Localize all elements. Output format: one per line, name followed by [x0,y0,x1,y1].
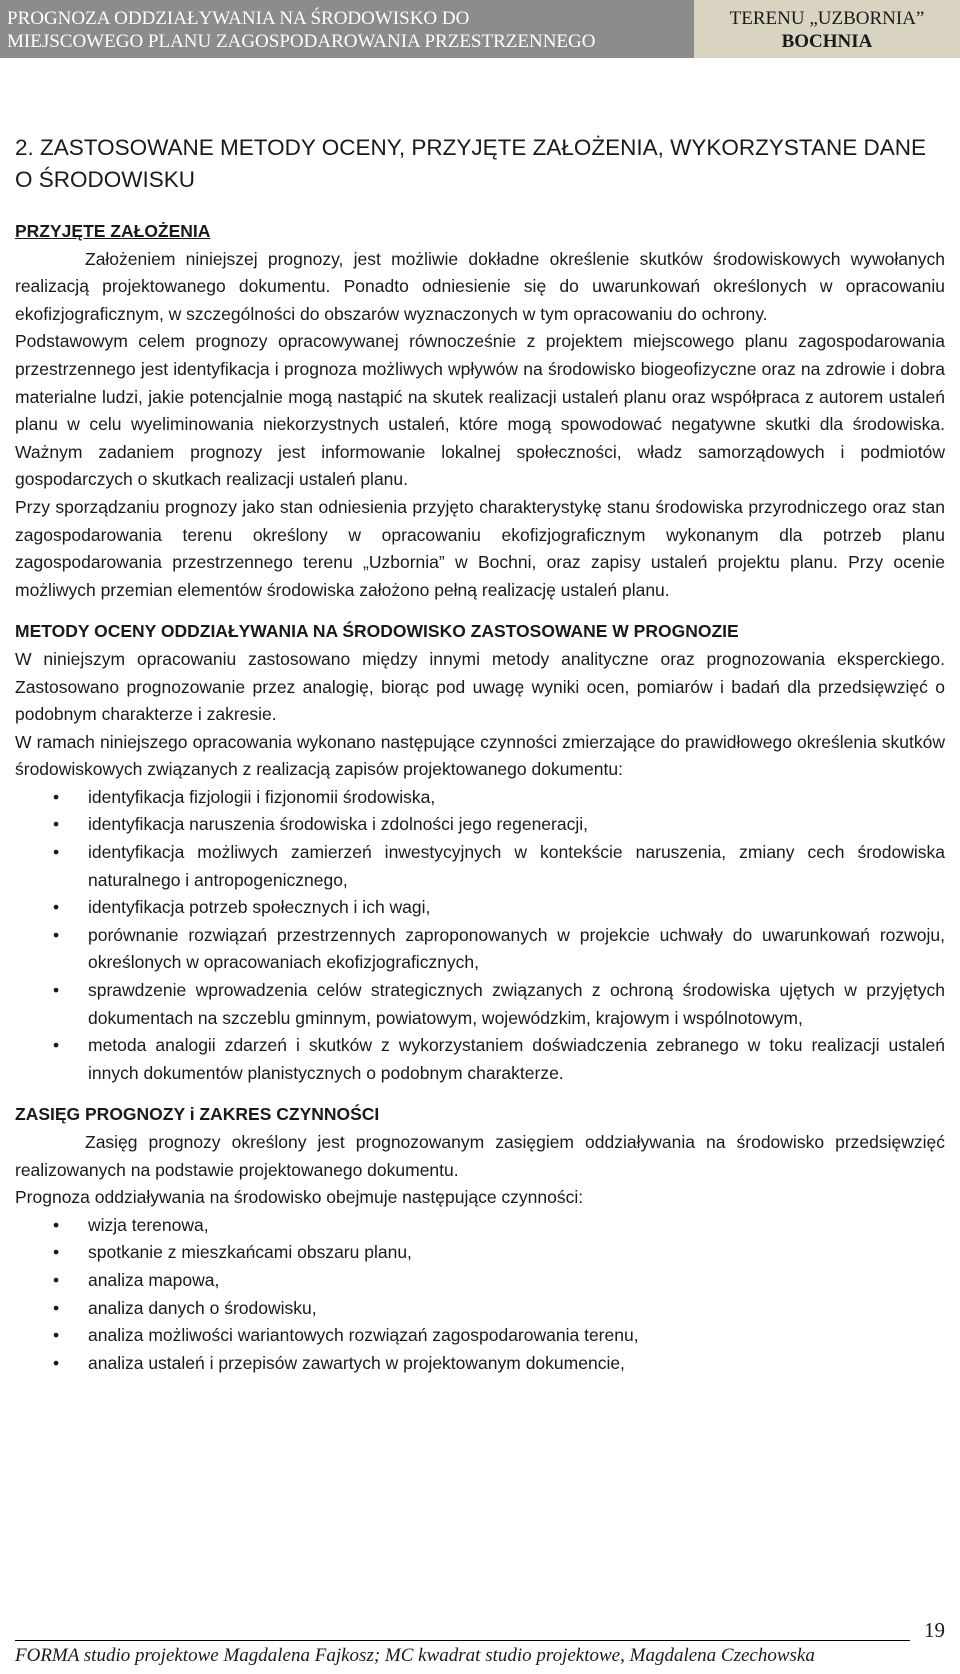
list-item-text: identyfikacja potrzeb społecznych i ich wagi, [88,897,431,918]
list-item-text: identyfikacja naruszenia środowiska i zdolności jego regeneracji, [88,814,588,835]
bullet-icon: • [53,1242,60,1263]
list-item-text: analiza danych o środowisku, [88,1297,317,1318]
list-item-text: identyfikacja możliwych zamierzeń inwestycyjnych w kontekście naruszenia, zmiany cech środowiska naturalnego i antropogenicznego, [88,842,945,890]
header-title-line-1: PROGNOZA ODDZIAŁYWANIA NA ŚRODOWISKO DO [7,8,470,29]
header-area-line-1: TERENU „UZBORNIA” [729,8,925,29]
bullet-icon: • [53,786,60,807]
assumptions-paragraph-2: Podstawowym celem prognozy opracowywanej równocześnie z projektem miejscowego planu zagospodarowania przestrzennego jest identyfikacja i prognoza możliwych wpływów na środowisko biogeofizyczne oraz na zdrowie i dobra materialne ludzi, jakie potencjalnie mogą nastąpić na skutek realizacji ustaleń planu oraz współpraca z autorem ustaleń planu w celu wyeliminowania niekorzystnych ustaleń, które mogą spowodować negatywne skutki dla środowiska. Ważnym zadaniem prognozy jest informowanie lokalnej społeczności, władz samorządowych i podmiotów gospodarczych o skutkach realizacji ustaleń planu. [15,331,945,490]
bullet-icon: • [53,1352,60,1373]
list-item [15,811,945,839]
section-title-line-2: O ŚRODOWISKU [15,167,196,192]
list-item-text: wizja terenowa, [88,1214,209,1235]
list-item-text: analiza możliwości wariantowych rozwiązań zagospodarowania terenu, [88,1325,639,1346]
bullet-icon: • [53,897,60,918]
scope-paragraph-1: Zasięg prognozy określony jest prognozowanym zasięgiem oddziaływania na środowisko przedsięwzięć realizowanych na podstawie projektowanego dokumentu. [15,1132,945,1180]
page-header [0,0,960,58]
bullet-icon: • [53,980,60,1001]
methods-list [15,784,945,1088]
bullet-icon: • [53,924,60,945]
list-item-text: analiza ustaleń i przepisów zawartych w projektowanym dokumencie, [88,1352,625,1373]
list-item [15,1032,945,1087]
bullet-icon: • [53,1325,60,1346]
assumptions-paragraph-1: Założeniem niniejszej prognozy, jest możliwie dokładne określenie skutków środowiskowych wywołanych realizacją projektowanego dokumentu. Ponadto odniesienie się do uwarunkowań określonych w opracowaniu ekofizjograficznym, w szczególności do obszarów wyznaczonych w tym opracowaniu do ochrony. [15,248,945,324]
methods-paragraph-1: W niniejszym opracowaniu zastosowano między innymi metody analityczne oraz prognozowania eksperckiego. Zastosowano prognozowanie przez analogię, biorąc pod uwagę wyniki ocen, pomiarów i badań dla przedsięwzięć o podobnym charakterze i zakresie. [15,648,945,725]
list-item-text: identyfikacja fizjologii i fizjonomii środowiska, [88,786,436,807]
assumptions-paragraph-3: Przy sporządzaniu prognozy jako stan odniesienia przyjęto charakterystykę stanu środowiska przyrodniczego oraz stan zagospodarowania terenu określony w opracowaniu ekofizjograficznym wykonanym dla potrzeb planu zagospodarowania przestrzennego terenu „Uzbornia” w Bochni, oraz zapisy ustaleń projektu planu. Przy ocenie możliwych przemian elementów środowiska założono pełną realizację ustaleń planu. [15,496,945,600]
list-item-text: metoda analogii zdarzeń i skutków z wykorzystaniem doświadczenia zebranego w toku realizacji ustaleń innych dokumentów planistycznych o podobnym charakterze. [88,1035,945,1083]
list-item [15,1295,945,1323]
scope-heading: ZASIĘG PROGNOZY i ZAKRES CZYNNOŚCI [15,1104,380,1125]
bullet-icon: • [53,1297,60,1318]
list-item [15,1267,945,1295]
list-item-text: porównanie rozwiązań przestrzennych zaproponowanych w projekcie uchwały do uwarunkowań rozwoju, określonych w opracowaniach ekofizjograficznych, [88,924,945,973]
list-item [15,977,945,1032]
methods-heading: METODY OCENY ODDZIAŁYWANIA NA ŚRODOWISKO ZASTOSOWANE W PROGNOZIE [15,621,739,642]
list-item [15,784,945,812]
list-item-text: analiza mapowa, [88,1269,220,1290]
bullet-icon: • [53,1035,60,1056]
methods-paragraph-2: W ramach niniejszego opracowania wykonano następujące czynności zmierzające do prawidłowego określenia skutków środowiskowych związanych z realizacją zapisów projektowanego dokumentu: [15,731,945,780]
header-area-line-2: BOCHNIA [781,31,873,52]
list-item [15,1212,945,1240]
header-title-line-2: MIEJSCOWEGO PLANU ZAGOSPODAROWANIA PRZESTRZENNEGO [7,31,596,52]
assumptions-heading: PRZYJĘTE ZAŁOŻENIA [15,221,211,241]
header-area-name [694,0,960,58]
bullet-icon: • [53,1269,60,1290]
list-item [15,922,945,977]
list-item [15,1322,945,1350]
bullet-icon: • [53,814,60,835]
scope-list [15,1212,945,1378]
header-document-title [0,0,694,58]
bullet-icon: • [53,842,60,863]
section-title [15,132,945,196]
list-item [15,1239,945,1267]
list-item-text: sprawdzenie wprowadzenia celów strategicznych związanych z ochroną środowiska ujętych w przyjętych dokumentach na szczeblu gminnym, powiatowym, wojewódzkim, krajowym i wspólnotowym, [88,980,945,1028]
list-item [15,839,945,894]
footer-credits: FORMA studio projektowe Magdalena Fajkosz; MC kwadrat studio projektowe, Magdalena Czechowska [15,1645,815,1666]
bullet-icon: • [53,1214,60,1235]
page-number: 19 [924,1618,945,1642]
list-item [15,1350,945,1378]
scope-paragraph-2: Prognoza oddziaływania na środowisko obejmuje następujące czynności: [15,1187,584,1208]
list-item-text: spotkanie z mieszkańcami obszaru planu, [88,1242,412,1263]
list-item [15,894,945,922]
section-title-line-1: 2. ZASTOSOWANE METODY OCENY, PRZYJĘTE ZAŁOŻENIA, WYKORZYSTANE DANE [15,135,926,160]
footer-divider [15,1640,910,1641]
document-body [15,132,945,1377]
